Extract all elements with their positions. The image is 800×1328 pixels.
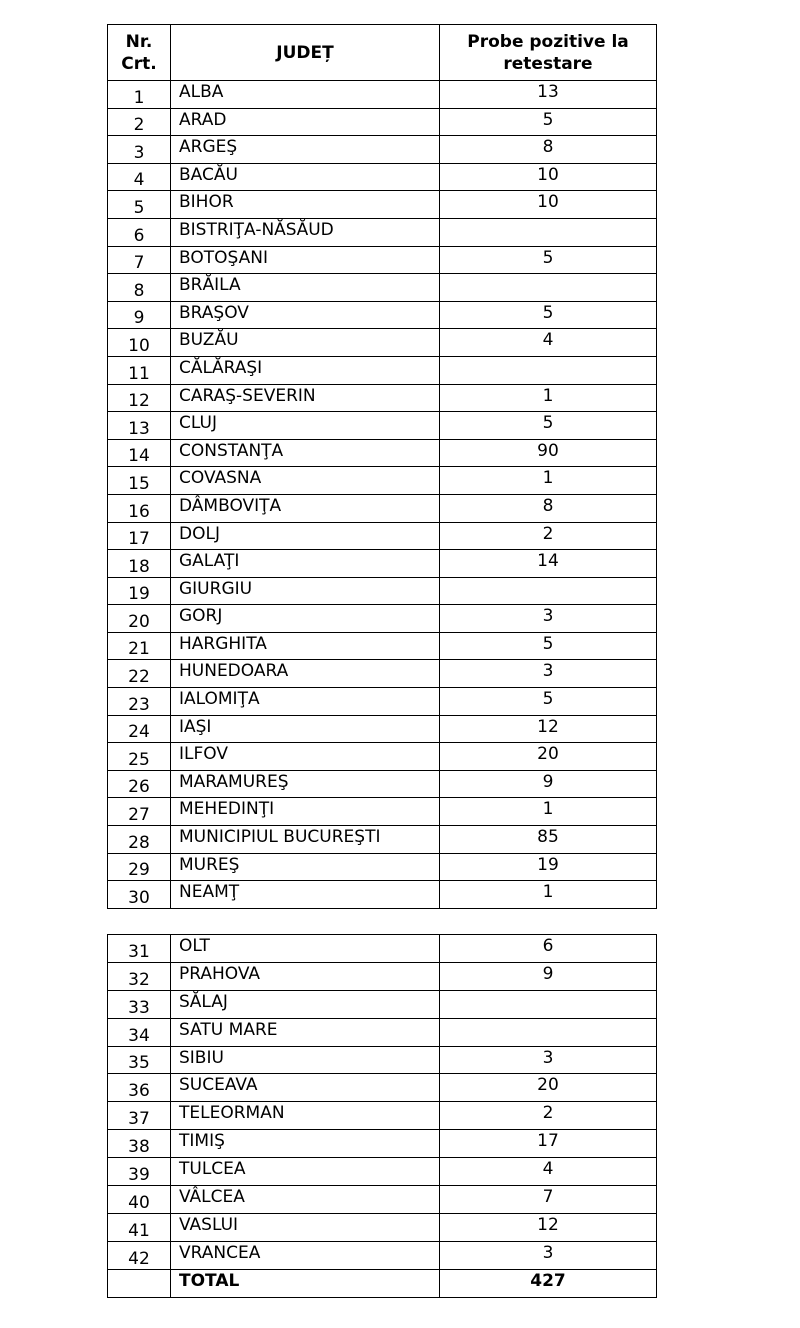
row-number: 25 xyxy=(108,743,171,771)
table-row xyxy=(108,108,657,136)
table-row xyxy=(108,826,657,854)
table-row xyxy=(108,246,657,274)
county-name: TULCEA xyxy=(171,1158,440,1186)
table-row xyxy=(108,577,657,605)
positive-count: 3 xyxy=(440,1046,657,1074)
row-number: 32 xyxy=(108,962,171,990)
header-probe-line1: Probe pozitive la xyxy=(467,31,629,52)
positive-count: 90 xyxy=(440,439,657,467)
county-name: SĂLAJ xyxy=(171,990,440,1018)
positive-count: 6 xyxy=(440,935,657,963)
county-name: MUREŞ xyxy=(171,853,440,881)
county-name: SIBIU xyxy=(171,1046,440,1074)
county-name: IALOMIŢA xyxy=(171,688,440,716)
positive-count: 9 xyxy=(440,770,657,798)
table-body-part1 xyxy=(108,81,657,909)
table-row xyxy=(108,660,657,688)
table-row xyxy=(108,494,657,522)
positive-count: 9 xyxy=(440,962,657,990)
positive-count: 3 xyxy=(440,660,657,688)
row-number: 35 xyxy=(108,1046,171,1074)
positive-count: 7 xyxy=(440,1186,657,1214)
positive-count: 14 xyxy=(440,550,657,578)
county-name: MUNICIPIUL BUCUREŞTI xyxy=(171,826,440,854)
row-number: 31 xyxy=(108,935,171,963)
positive-count: 10 xyxy=(440,163,657,191)
table-row xyxy=(108,1186,657,1214)
positive-count: 10 xyxy=(440,191,657,219)
positive-retests-table-part1 xyxy=(107,24,657,909)
positive-count: 5 xyxy=(440,688,657,716)
row-number: 13 xyxy=(108,412,171,440)
row-number: 16 xyxy=(108,494,171,522)
county-name: BIHOR xyxy=(171,191,440,219)
positive-retests-table-part2 xyxy=(107,934,657,1298)
positive-count: 1 xyxy=(440,384,657,412)
county-name: DOLJ xyxy=(171,522,440,550)
header-probe-line2: retestare xyxy=(503,53,593,74)
county-name: CONSTANŢA xyxy=(171,439,440,467)
table-row xyxy=(108,743,657,771)
table-row xyxy=(108,1074,657,1102)
table-row xyxy=(108,688,657,716)
positive-count: 20 xyxy=(440,743,657,771)
table-row xyxy=(108,550,657,578)
header-judet: JUDEȚ xyxy=(171,25,440,81)
positive-count xyxy=(440,577,657,605)
table-row xyxy=(108,522,657,550)
county-name: TIMIŞ xyxy=(171,1130,440,1158)
positive-count: 1 xyxy=(440,467,657,495)
row-number: 10 xyxy=(108,329,171,357)
county-name: BISTRIŢA-NĂSĂUD xyxy=(171,218,440,246)
table-row xyxy=(108,1213,657,1241)
table-row xyxy=(108,136,657,164)
county-name: ALBA xyxy=(171,81,440,109)
row-number: 24 xyxy=(108,715,171,743)
table-row xyxy=(108,329,657,357)
positive-count: 8 xyxy=(440,136,657,164)
table-row xyxy=(108,384,657,412)
row-number: 15 xyxy=(108,467,171,495)
row-number: 1 xyxy=(108,81,171,109)
county-name: GORJ xyxy=(171,605,440,633)
row-number: 28 xyxy=(108,826,171,854)
positive-count xyxy=(440,356,657,384)
positive-count: 2 xyxy=(440,1102,657,1130)
positive-count: 85 xyxy=(440,826,657,854)
county-name: BACĂU xyxy=(171,163,440,191)
county-name: CLUJ xyxy=(171,412,440,440)
total-row xyxy=(108,1269,657,1297)
row-number: 29 xyxy=(108,853,171,881)
positive-count: 19 xyxy=(440,853,657,881)
total-label: TOTAL xyxy=(171,1269,440,1297)
table-row xyxy=(108,935,657,963)
positive-count: 12 xyxy=(440,715,657,743)
positive-count: 2 xyxy=(440,522,657,550)
county-name: MARAMUREŞ xyxy=(171,770,440,798)
positive-count: 4 xyxy=(440,1158,657,1186)
row-number: 39 xyxy=(108,1158,171,1186)
table-row xyxy=(108,439,657,467)
county-name: BUZĂU xyxy=(171,329,440,357)
county-name: GALAŢI xyxy=(171,550,440,578)
positive-count: 5 xyxy=(440,301,657,329)
county-name: TELEORMAN xyxy=(171,1102,440,1130)
county-name: NEAMŢ xyxy=(171,881,440,909)
total-value: 427 xyxy=(440,1269,657,1297)
row-number: 37 xyxy=(108,1102,171,1130)
county-name: PRAHOVA xyxy=(171,962,440,990)
row-number: 42 xyxy=(108,1241,171,1269)
row-number: 8 xyxy=(108,274,171,302)
row-number: 33 xyxy=(108,990,171,1018)
table-row xyxy=(108,218,657,246)
row-number: 9 xyxy=(108,301,171,329)
county-name: SUCEAVA xyxy=(171,1074,440,1102)
row-number: 38 xyxy=(108,1130,171,1158)
county-name: CĂLĂRAŞI xyxy=(171,356,440,384)
table-row xyxy=(108,356,657,384)
county-name: BOTOŞANI xyxy=(171,246,440,274)
header-nr-crt xyxy=(108,25,171,81)
county-name: COVASNA xyxy=(171,467,440,495)
positive-count: 5 xyxy=(440,108,657,136)
row-number: 36 xyxy=(108,1074,171,1102)
county-name: OLT xyxy=(171,935,440,963)
row-number: 4 xyxy=(108,163,171,191)
table-row xyxy=(108,881,657,909)
county-name: GIURGIU xyxy=(171,577,440,605)
table-row xyxy=(108,191,657,219)
table-row xyxy=(108,990,657,1018)
table-body-part2 xyxy=(108,935,657,1298)
row-number: 26 xyxy=(108,770,171,798)
positive-count xyxy=(440,274,657,302)
positive-count xyxy=(440,1018,657,1046)
table-row xyxy=(108,853,657,881)
row-number: 2 xyxy=(108,108,171,136)
row-number: 22 xyxy=(108,660,171,688)
county-name: CARAŞ-SEVERIN xyxy=(171,384,440,412)
row-number: 12 xyxy=(108,384,171,412)
county-name: SATU MARE xyxy=(171,1018,440,1046)
table-row xyxy=(108,274,657,302)
row-number: 40 xyxy=(108,1186,171,1214)
positive-count: 1 xyxy=(440,798,657,826)
county-name: ILFOV xyxy=(171,743,440,771)
table-row xyxy=(108,81,657,109)
row-number: 6 xyxy=(108,218,171,246)
county-name: BRAŞOV xyxy=(171,301,440,329)
positive-count: 1 xyxy=(440,881,657,909)
row-number: 19 xyxy=(108,577,171,605)
county-name: VÂLCEA xyxy=(171,1186,440,1214)
table-row xyxy=(108,715,657,743)
table-row xyxy=(108,163,657,191)
table-row xyxy=(108,1241,657,1269)
row-number: 41 xyxy=(108,1213,171,1241)
county-name: MEHEDINŢI xyxy=(171,798,440,826)
row-number: 23 xyxy=(108,688,171,716)
positive-count: 13 xyxy=(440,81,657,109)
positive-count: 20 xyxy=(440,1074,657,1102)
table-row xyxy=(108,1130,657,1158)
positive-count: 5 xyxy=(440,632,657,660)
positive-count: 3 xyxy=(440,1241,657,1269)
row-number: 5 xyxy=(108,191,171,219)
positive-count xyxy=(440,990,657,1018)
row-number: 27 xyxy=(108,798,171,826)
table-row xyxy=(108,467,657,495)
row-number: 34 xyxy=(108,1018,171,1046)
row-number: 17 xyxy=(108,522,171,550)
table-row xyxy=(108,1018,657,1046)
row-number: 18 xyxy=(108,550,171,578)
row-number: 30 xyxy=(108,881,171,909)
header-nr-line2: Crt. xyxy=(121,53,157,74)
total-number-cell xyxy=(108,1269,171,1297)
table-row xyxy=(108,962,657,990)
table-row xyxy=(108,1158,657,1186)
county-name: ARGEŞ xyxy=(171,136,440,164)
row-number: 20 xyxy=(108,605,171,633)
table-row xyxy=(108,798,657,826)
positive-count: 5 xyxy=(440,412,657,440)
county-name: DÂMBOVIŢA xyxy=(171,494,440,522)
county-name: HARGHITA xyxy=(171,632,440,660)
county-name: HUNEDOARA xyxy=(171,660,440,688)
county-name: BRĂILA xyxy=(171,274,440,302)
table-row xyxy=(108,301,657,329)
header-probe xyxy=(440,25,657,81)
row-number: 11 xyxy=(108,356,171,384)
row-number: 21 xyxy=(108,632,171,660)
table-row xyxy=(108,1046,657,1074)
positive-count xyxy=(440,218,657,246)
table-header-row xyxy=(108,25,657,81)
positive-count: 8 xyxy=(440,494,657,522)
county-name: ARAD xyxy=(171,108,440,136)
row-number: 3 xyxy=(108,136,171,164)
row-number: 14 xyxy=(108,439,171,467)
table-row xyxy=(108,1102,657,1130)
positive-count: 3 xyxy=(440,605,657,633)
table-row xyxy=(108,770,657,798)
county-name: IAŞI xyxy=(171,715,440,743)
header-nr-line1: Nr. xyxy=(125,31,153,52)
row-number: 7 xyxy=(108,246,171,274)
county-name: VASLUI xyxy=(171,1213,440,1241)
positive-count: 5 xyxy=(440,246,657,274)
positive-count: 4 xyxy=(440,329,657,357)
table-row xyxy=(108,605,657,633)
positive-count: 12 xyxy=(440,1213,657,1241)
positive-count: 17 xyxy=(440,1130,657,1158)
county-name: VRANCEA xyxy=(171,1241,440,1269)
table-row xyxy=(108,632,657,660)
table-row xyxy=(108,412,657,440)
